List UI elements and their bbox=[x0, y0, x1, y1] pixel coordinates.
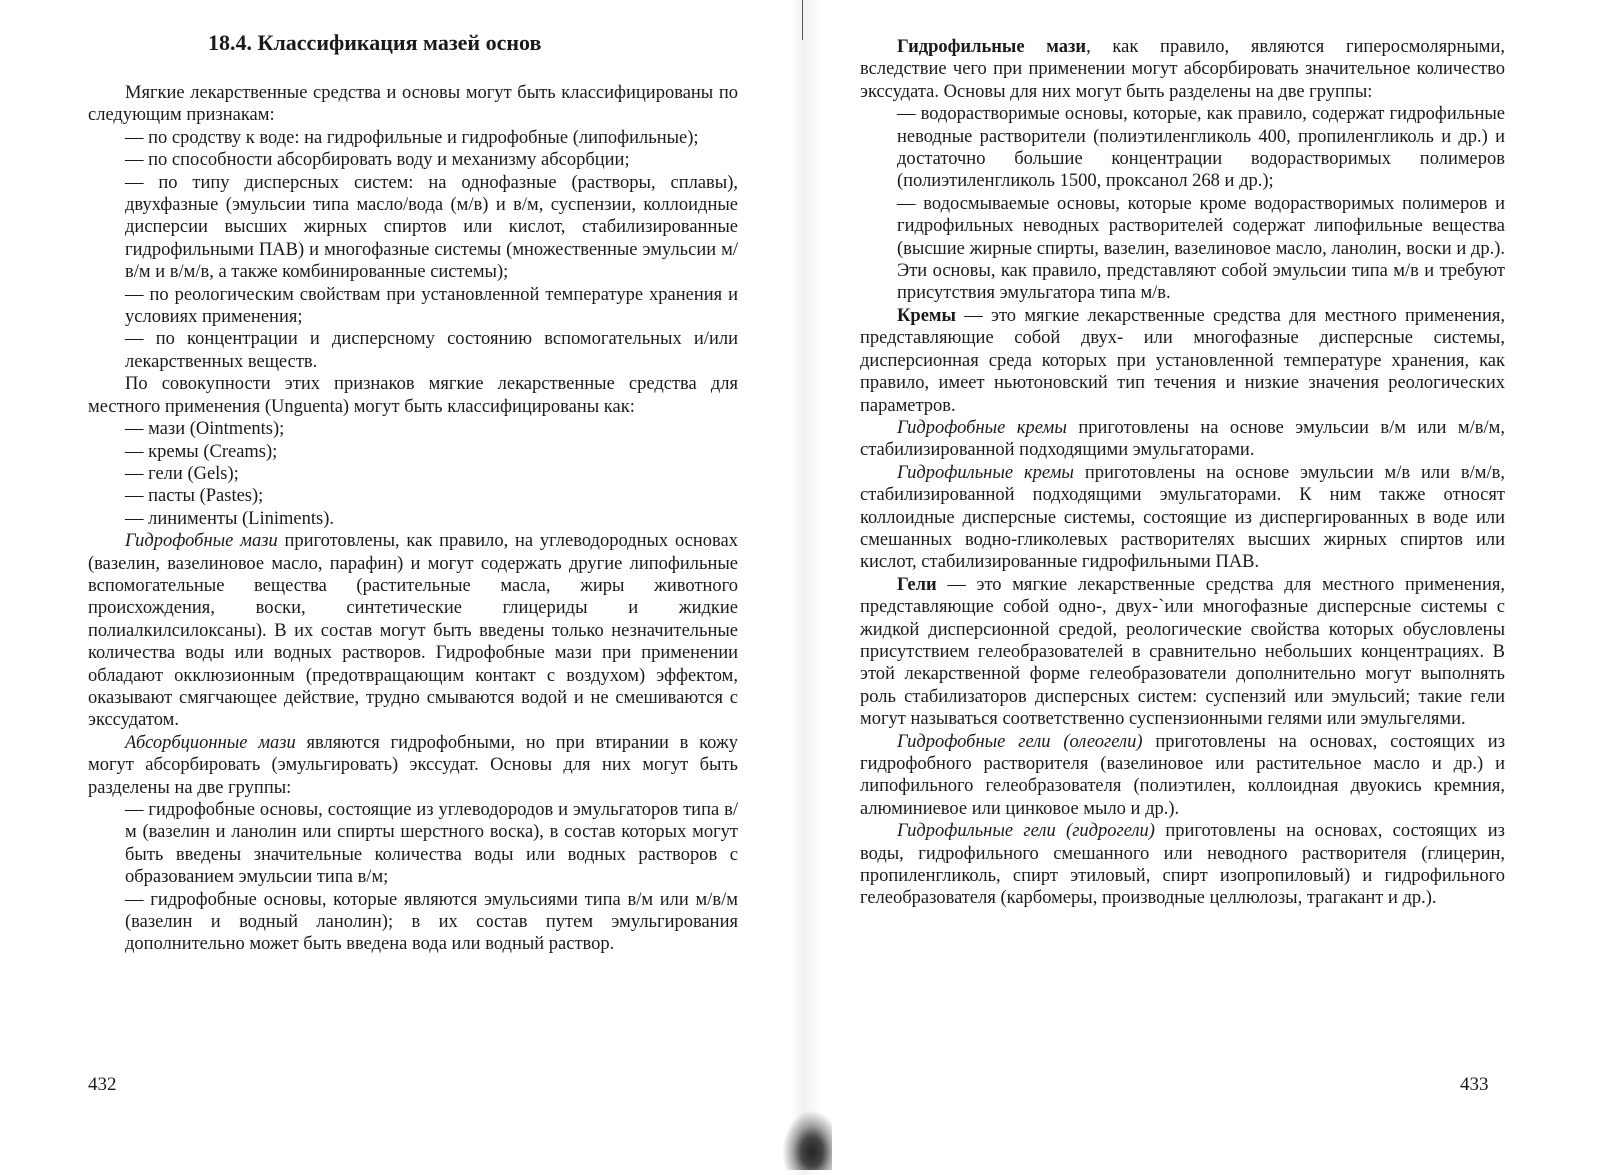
absorption-ointments-text: являются гидрофобными, но при втирании в кожу могут абсорбировать (эмульгировать) экссудат. Основы для них могут быть разделены на две группы: bbox=[88, 732, 738, 798]
hydrophilic-ointments-term: Гидрофильные мази bbox=[897, 37, 1087, 57]
criteria-item: — по сродству к воде: на гидрофильные и гидрофобные (липофильные); bbox=[125, 127, 699, 148]
hydrophobic-creams-paragraph bbox=[860, 417, 1505, 462]
absorption-groups-list bbox=[88, 799, 738, 956]
left-text-column bbox=[88, 82, 738, 956]
criteria-item: — по реологическим свойствам при установленной температуре хранения и условиях применения; bbox=[125, 284, 738, 328]
intro-paragraph: Мягкие лекарственные средства и основы могут быть классифицированы по следующим признакам: bbox=[88, 83, 738, 126]
absorption-ointments-paragraph bbox=[88, 732, 738, 799]
right-page bbox=[810, 0, 1600, 1175]
hydrophilic-creams-text: приготовлены на основе эмульсии м/в или в/м/в, стабилизированной подходящими эмульгаторами. К ним также относят коллоидные дисперсные системы, состоящие из диспергированных в воде или смешанных водно-гликолевых растворителях высших жирных спиртов или кислот, стабилизированные гидрофильными ПАВ. bbox=[860, 462, 1505, 573]
hydrophilic-ointments-text: , как правило, являются гиперосмолярными, вследствие чего при применении могут абсорбировать значительное количество экссудата. Основы для них могут быть разделены на две группы: bbox=[860, 37, 1505, 102]
gels-term: Гели bbox=[897, 574, 937, 595]
absorption-ointments-term: Абсорбционные мази bbox=[125, 732, 296, 753]
criteria-item: — по концентрации и дисперсному состоянию вспомогательных и/или лекарственных веществ. bbox=[125, 329, 738, 372]
hydrophilic-groups-list bbox=[860, 103, 1505, 305]
hydrophobic-creams-term: Гидрофобные кремы bbox=[897, 417, 1067, 438]
form-item: — пасты (Pastes); bbox=[125, 486, 264, 507]
creams-text: — это мягкие лекарственные средства для местного применения, представляющие собой двух- или многофазные дисперсные системы, дисперсионная среда которых при установленной температуре хранения, как правило, имеет ньютоновский тип течения и низкие значения реологических параметров. bbox=[860, 305, 1505, 416]
hydrogels-paragraph bbox=[860, 820, 1505, 910]
criteria-list bbox=[88, 127, 738, 373]
absorption-group-item: — гидрофобные основы, которые являются эмульсиями типа в/м или м/в/м (вазелин и водный ланолин); в их состав путем эмульгирования дополнительно может быть введена вода или водный раствор. bbox=[125, 889, 738, 955]
creams-paragraph bbox=[860, 305, 1505, 417]
hydrophilic-creams-paragraph bbox=[860, 462, 1505, 574]
form-item: — кремы (Creams); bbox=[125, 441, 278, 462]
left-page bbox=[0, 0, 790, 1175]
forms-list bbox=[88, 418, 738, 530]
form-item: — мази (Ointments); bbox=[125, 419, 285, 440]
oleogels-text: приготовлены на основах, состоящих из гидрофобного растворителя (вазелиновое или растительное масло и др.) и липофильного гелеобразователя (полиэтилен, коллоидная двуокись кремния, алюминиевое или цинковое мыло и др.). bbox=[860, 731, 1505, 819]
section-heading: 18.4. Классификация мазей основ bbox=[208, 30, 542, 55]
hydrophilic-creams-term: Гидрофильные кремы bbox=[897, 462, 1074, 483]
right-text-column bbox=[860, 36, 1505, 910]
hydrophobic-creams-text: приготовлены на основе эмульсии в/м или м/в/м, стабилизированной подходящими эмульгаторами. bbox=[860, 417, 1505, 461]
criteria-item: — по способности абсорбировать воду и механизму абсорбции; bbox=[125, 150, 630, 171]
creams-term: Кремы bbox=[897, 305, 956, 326]
criteria-item: — по типу дисперсных систем: на однофазные (растворы, сплавы), двухфазные (эмульсии типа масло/вода (м/в) и в/м, суспензии, коллоидные дисперсии высших жирных спиртов или кислот, стабилизированные гидрофильными ПАВ) и многофазные системы (множественные эмульсии м/в/м и в/м/в, а также комбинированные системы); bbox=[125, 172, 738, 283]
gels-paragraph bbox=[860, 574, 1505, 731]
hydrophilic-group-item: — водорастворимые основы, которые, как правило, содержат гидрофильные неводные растворители (полиэтиленгликоль 400, пропиленгликоль и др.) и достаточно большие концентрации водорастворимых полимеров (полиэтиленгликоль 1500, проксанол 268 и др.); bbox=[897, 104, 1505, 192]
hydrophobic-ointments-paragraph bbox=[88, 530, 738, 732]
hydrophobic-ointments-term: Гидрофобные мази bbox=[125, 531, 278, 552]
gutter-mark bbox=[802, 0, 803, 40]
page-number-right: 433 bbox=[1460, 1074, 1489, 1095]
page-number-left: 432 bbox=[88, 1074, 117, 1095]
form-item: — линименты (Liniments). bbox=[125, 508, 334, 529]
gels-text: — это мягкие лекарственные средства для местного применения, представляющие собой одно-, двух-`или многофазные дисперсные системы с жидкой дисперсионной средой, реологические свойства которых обусловлены присутствием гелеобразователей в сравнительно небольших концентрациях. В этой лекарственной форме гелеобразователи дополнительно могут выполнять роль стабилизаторов дисперсных систем: суспензий или эмульсий; такие гели могут называться соответственно суспензионными гелями или эмульгелями. bbox=[860, 574, 1505, 730]
form-item: — гели (Gels); bbox=[125, 463, 239, 484]
oleogels-paragraph bbox=[860, 731, 1505, 821]
hydrogels-term: Гидрофильные гели (гидрогели) bbox=[897, 821, 1155, 842]
absorption-group-item: — гидрофобные основы, состоящие из углеводородов и эмульгаторов типа в/м (вазелин и ланолин или спирты шерстного воска), в состав которых могут быть введены значительные количества воды или водных растворов с образованием эмульсии типа в/м; bbox=[125, 800, 738, 888]
hydrogels-text: приготовлены на основах, состоящих из воды, гидрофильного смешанного или неводного растворителя (глицерин, пропиленгликоль, спирт этиловый, спирт изопропиловый) и гидрофильного гелеобразователя (карбомеры, производные целлюлозы, трагакант и др.). bbox=[860, 821, 1505, 909]
classification-intro: По совокупности этих признаков мягкие лекарственные средства для местного применения (Unguenta) могут быть классифицированы как: bbox=[88, 374, 738, 417]
hydrophobic-ointments-text: приготовлены, как правило, на углеводородных основах (вазелин, вазелиновое масло, парафин) и могут содержать другие липофильные вспомогательные вещества (растительные масла, жиры животного происхождения, воски, синтетические глицериды и жидкие полиалкилсилоксаны). В их состав могут быть введены только незначительные количества воды или водных растворов. Гидрофобные мази при применении обладают окклюзионным (предотвращающим контакт с воздухом) эффектом, оказывают смягчающее действие, трудно смываются водой и не смешиваются с экссудатом. bbox=[88, 531, 738, 731]
hydrophilic-group-item: — водосмываемые основы, которые кроме водорастворимых полимеров и гидрофильных неводных растворителей содержат липофильные вещества (высшие жирные спирты, вазелин, вазелиновое масло, ланолин, воски и др.). Эти основы, как правило, представляют собой эмульсии типа м/в и требуют присутствия эмульгатора типа м/в. bbox=[897, 193, 1505, 304]
hydrophilic-ointments-paragraph bbox=[860, 36, 1505, 103]
oleogels-term: Гидрофобные гели (олеогели) bbox=[897, 731, 1143, 752]
